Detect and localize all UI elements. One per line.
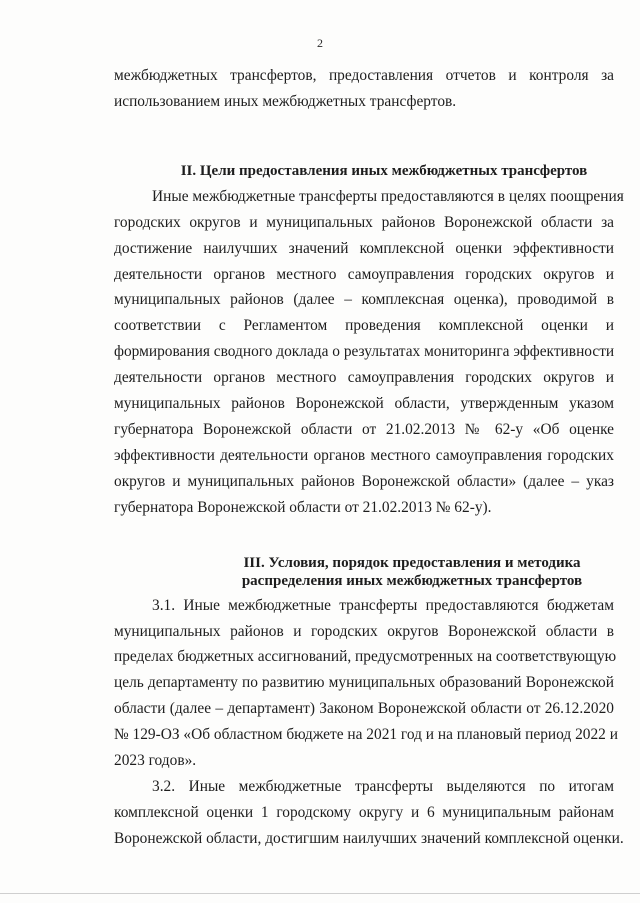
document-body bbox=[114, 63, 624, 852]
text-line: Воронежской области, достигшим наилучших значений комплексной оценки. bbox=[114, 829, 624, 847]
text-line: губернатора Воронежской области от 21.02.2013 № 62-у). bbox=[114, 498, 492, 516]
bottom-edge-line bbox=[0, 893, 640, 894]
text-line: городских округов и муниципальных районов Воронежской области за bbox=[114, 213, 614, 231]
text-line: достижение наилучших значений комплексной оценки эффективности bbox=[114, 239, 614, 257]
text-line: комплексной оценки 1 городскому округу и 6 муниципальным районам bbox=[114, 803, 614, 821]
page-number: 2 bbox=[317, 36, 323, 50]
text-line: губернатора Воронежской области от 21.02.2013 № 62-у «Об оценке bbox=[114, 420, 614, 438]
section-3-heading bbox=[114, 554, 614, 590]
clause-3-2 bbox=[114, 774, 624, 852]
intro-paragraph bbox=[114, 63, 614, 115]
section-3-heading-line-2: распределения иных межбюджетных трансфертов bbox=[241, 572, 583, 589]
section-3-heading-line-1: III. Условия, порядок предоставления и методика bbox=[243, 554, 581, 571]
text-line: 3.2. Иные межбюджетные трансферты выделяются по итогам bbox=[152, 777, 614, 795]
text-line: муниципальных районов и городских округов Воронежской области в bbox=[114, 622, 614, 640]
text-line: соответствии с Регламентом проведения комплексной оценки и bbox=[114, 317, 614, 335]
text-line: области (далее – департамент) Законом Воронежской области от 26.12.2020 bbox=[114, 700, 614, 718]
text-line: округов и муниципальных районов Воронежской области» (далее – указ bbox=[114, 472, 614, 490]
text-line: муниципальных районов (далее – комплексная оценка), проводимой в bbox=[114, 291, 614, 309]
text-line: Иные межбюджетные трансферты предоставляются в целях поощрения bbox=[152, 187, 624, 205]
text-line: пределах бюджетных ассигнований, предусмотренных на соответствующую bbox=[114, 648, 617, 666]
section-2-paragraph bbox=[114, 184, 624, 521]
section-2-heading: II. Цели предоставления иных межбюджетных трансфертов bbox=[180, 162, 588, 179]
text-line: цель департаменту по развитию муниципальных образований Воронежской bbox=[114, 674, 614, 692]
text-line: формирования сводного доклада о результатах мониторинга эффективности bbox=[114, 343, 615, 361]
text-line: № 129-ОЗ «Об областном бюджете на 2021 год и на плановый период 2022 и bbox=[114, 726, 618, 744]
text-line: 3.1. Иные межбюджетные трансферты предоставляются бюджетам bbox=[152, 596, 614, 614]
text-line: межбюджетных трансфертов, предоставления отчетов и контроля за bbox=[114, 67, 614, 84]
clause-3-1 bbox=[114, 593, 618, 774]
text-line: муниципальных районов Воронежской области, утвержденным указом bbox=[114, 395, 614, 413]
text-line: эффективности деятельности органов местного самоуправления городских bbox=[114, 446, 614, 464]
text-line: деятельности органов местного самоуправления городских округов и bbox=[114, 369, 614, 387]
text-line: деятельности органов местного самоуправления городских округов и bbox=[114, 265, 614, 283]
text-line: 2023 годов». bbox=[114, 752, 197, 770]
text-line: использованием иных межбюджетных трансфертов. bbox=[114, 92, 457, 110]
